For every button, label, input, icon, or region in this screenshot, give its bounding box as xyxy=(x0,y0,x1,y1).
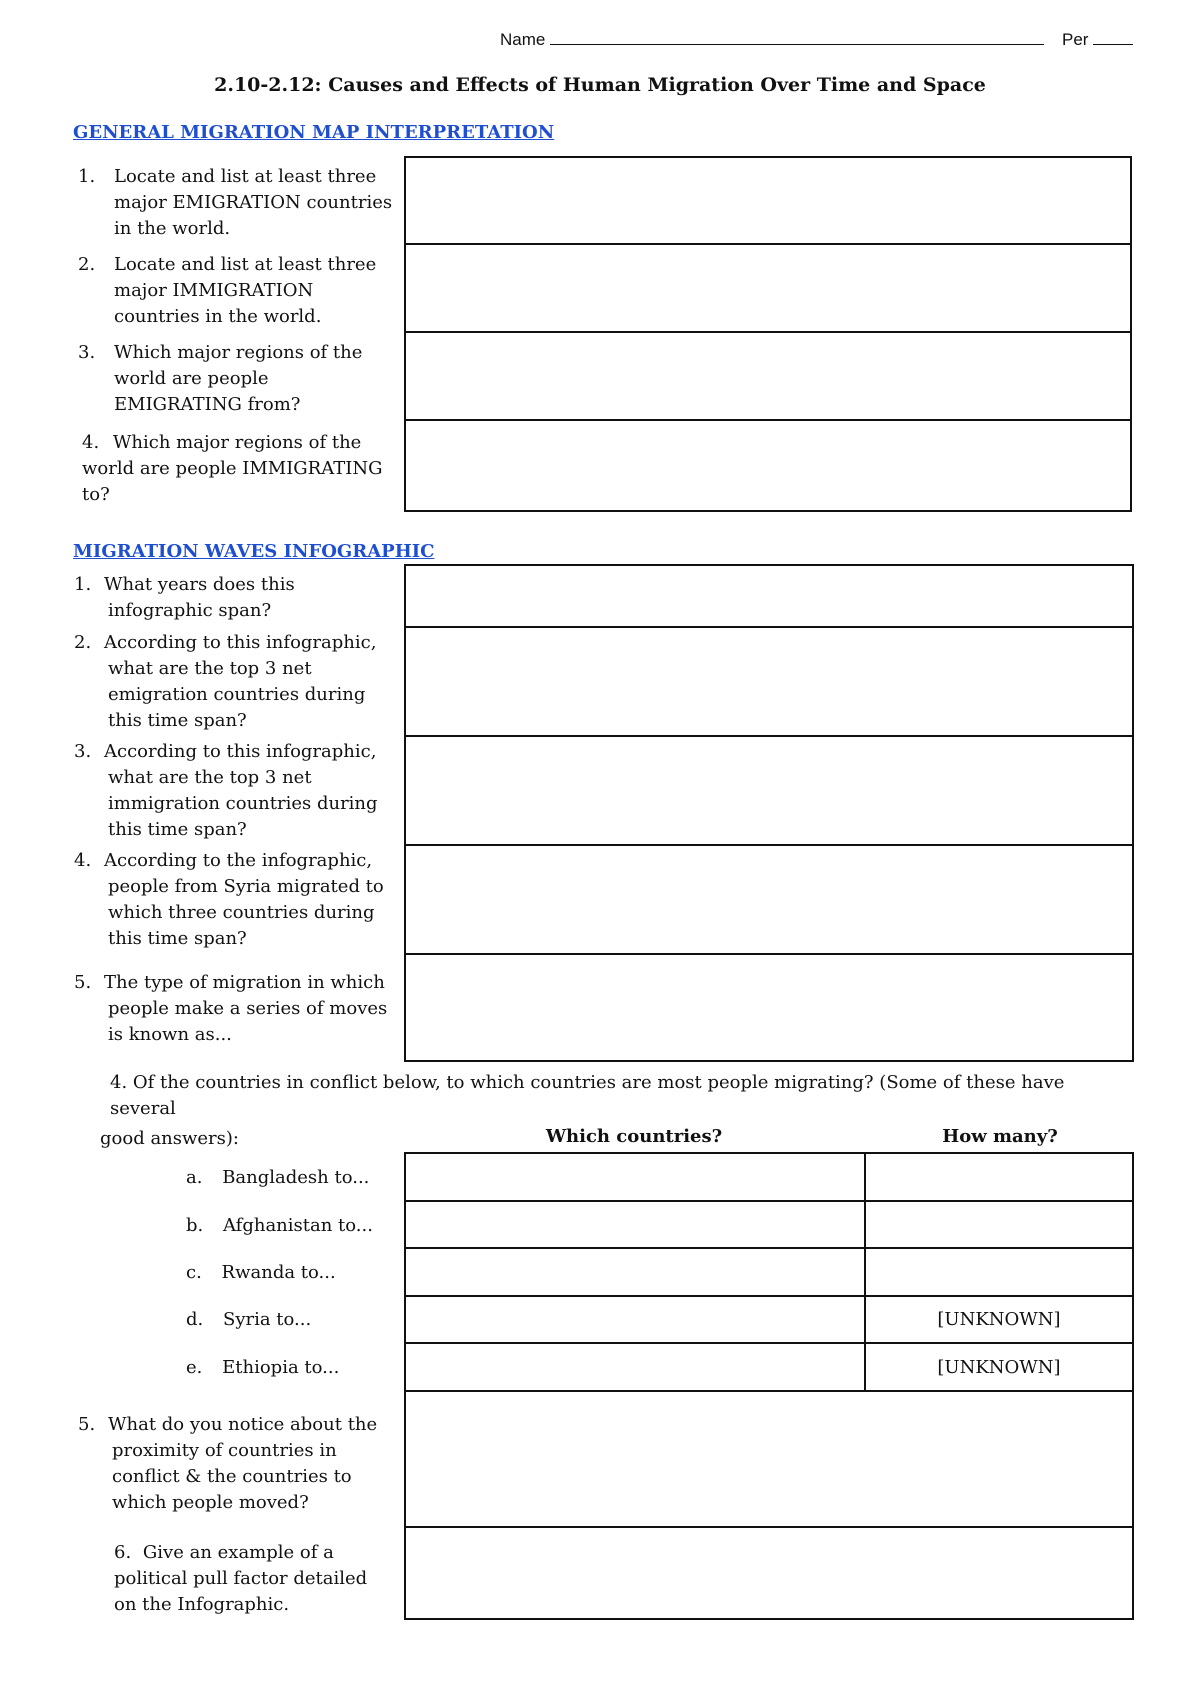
question-6-pull-factor xyxy=(114,1540,414,1618)
question-5-proximity xyxy=(78,1412,408,1516)
conflict-row-e xyxy=(186,1357,339,1378)
how-many-field-c[interactable] xyxy=(866,1249,1132,1294)
which-countries-field-c[interactable] xyxy=(406,1249,862,1294)
which-countries-field-b[interactable] xyxy=(406,1202,862,1246)
row-label: Afghanistan to... xyxy=(222,1215,373,1236)
question-1-3 xyxy=(78,340,408,418)
conflict-row-b xyxy=(186,1215,373,1236)
question-line: What do you notice about the xyxy=(108,1414,378,1435)
question-line: proximity of countries in xyxy=(112,1440,337,1461)
which-countries-field-d[interactable] xyxy=(406,1297,862,1341)
row-letter: c. xyxy=(186,1262,202,1283)
answer-field-pull-factor[interactable] xyxy=(406,1528,1132,1618)
question-2-2 xyxy=(74,630,404,734)
question-line: major IMMIGRATION xyxy=(114,280,314,301)
conflict-question xyxy=(110,1070,1150,1122)
question-line: this time span? xyxy=(108,819,247,840)
section-heading-infographic: MIGRATION WAVES INFOGRAPHIC xyxy=(73,541,435,562)
row-letter: a. xyxy=(186,1167,203,1188)
answer-field-2-5[interactable] xyxy=(404,955,1134,1060)
period-blank xyxy=(1093,30,1133,45)
column-header-which-countries: Which countries? xyxy=(545,1126,723,1147)
question-line: Locate and list at least three xyxy=(114,166,377,187)
question-line: in the world. xyxy=(114,218,231,239)
question-line: which people moved? xyxy=(112,1492,309,1513)
row-letter: d. xyxy=(186,1309,204,1330)
question-line: What years does this xyxy=(104,574,295,595)
answer-field-1-3[interactable] xyxy=(404,333,1132,419)
question-line: conflict & the countries to xyxy=(112,1466,352,1487)
question-line: people from Syria migrated to xyxy=(108,876,384,897)
row-letter: b. xyxy=(186,1215,204,1236)
question-number: 2. xyxy=(74,632,92,653)
question-line: this time span? xyxy=(108,710,247,731)
question-line: immigration countries during xyxy=(108,793,378,814)
question-line: this time span? xyxy=(108,928,247,949)
answer-field-proximity[interactable] xyxy=(406,1394,1132,1524)
question-number: 6. xyxy=(114,1542,132,1563)
answer-field-2-4[interactable] xyxy=(404,846,1134,953)
question-2-5 xyxy=(74,970,404,1048)
conflict-row-d xyxy=(186,1309,311,1330)
name-label: Name xyxy=(500,30,546,49)
question-line: political pull factor detailed xyxy=(114,1568,368,1589)
how-many-field-b[interactable] xyxy=(866,1202,1132,1246)
conflict-intro-line: good answers): xyxy=(100,1128,239,1149)
question-line: major EMIGRATION countries xyxy=(114,192,393,213)
answer-field-2-3[interactable] xyxy=(404,737,1134,844)
question-line: emigration countries during xyxy=(108,684,366,705)
question-line: people make a series of moves xyxy=(108,998,388,1019)
name-field[interactable] xyxy=(500,30,1044,50)
question-number: 1. xyxy=(78,166,96,187)
question-number: 4. xyxy=(74,850,92,871)
question-number: 5. xyxy=(78,1414,96,1435)
question-number: 3. xyxy=(74,741,92,762)
row-label: Rwanda to... xyxy=(221,1262,336,1283)
section-heading-map: GENERAL MIGRATION MAP INTERPRETATION xyxy=(73,122,555,143)
answer-field-1-2[interactable] xyxy=(404,245,1132,331)
question-1-1 xyxy=(78,164,408,242)
question-line: countries in the world. xyxy=(114,306,322,327)
question-line: Locate and list at least three xyxy=(114,254,377,275)
how-many-field-e[interactable]: [UNKNOWN] xyxy=(937,1357,1061,1378)
question-number: 2. xyxy=(78,254,96,275)
column-header-how-many: How many? xyxy=(942,1126,1058,1147)
question-line: The type of migration in which xyxy=(104,972,385,993)
how-many-field-a[interactable] xyxy=(866,1154,1132,1199)
question-line: world are people xyxy=(114,368,269,389)
conflict-intro-line: 4. Of the countries in conflict below, to which countries are most people migrating? (Some of these have xyxy=(110,1072,1065,1093)
answer-field-1-1[interactable] xyxy=(404,156,1132,243)
question-line: what are the top 3 net xyxy=(108,767,312,788)
row-label: Bangladesh to... xyxy=(222,1167,370,1188)
period-field[interactable] xyxy=(1062,30,1133,50)
conflict-row-a xyxy=(186,1167,369,1188)
question-2-3 xyxy=(74,739,404,843)
period-label: Per xyxy=(1062,30,1089,49)
question-line: is known as... xyxy=(108,1024,232,1045)
question-number: 1. xyxy=(74,574,92,595)
answer-field-2-2[interactable] xyxy=(404,628,1134,735)
question-number: 5. xyxy=(74,972,92,993)
question-line: Which major regions of the xyxy=(114,342,363,363)
page-title: 2.10-2.12: Causes and Effects of Human Migration Over Time and Space xyxy=(214,74,986,96)
question-2-1 xyxy=(74,572,404,624)
how-many-field-d[interactable]: [UNKNOWN] xyxy=(937,1309,1061,1330)
row-label: Ethiopia to... xyxy=(222,1357,340,1378)
answer-field-2-1[interactable] xyxy=(404,564,1134,626)
question-line: Which major regions of the xyxy=(112,432,362,453)
question-line: According to the infographic, xyxy=(104,850,373,871)
question-line: what are the top 3 net xyxy=(108,658,312,679)
question-line: infographic span? xyxy=(108,600,272,621)
conflict-row-c xyxy=(186,1262,336,1283)
question-line: to? xyxy=(82,484,110,505)
question-number: 4. xyxy=(82,432,100,453)
question-line: According to this infographic, xyxy=(104,741,377,762)
which-countries-field-a[interactable] xyxy=(406,1154,862,1199)
question-line: on the Infographic. xyxy=(114,1594,290,1615)
which-countries-field-e[interactable] xyxy=(406,1344,862,1390)
question-1-2 xyxy=(78,252,408,330)
question-2-4 xyxy=(74,848,404,952)
question-line: world are people IMMIGRATING xyxy=(82,458,383,479)
conflict-intro-line: several xyxy=(110,1098,176,1119)
answer-field-1-4[interactable] xyxy=(404,421,1132,510)
question-line: According to this infographic, xyxy=(104,632,377,653)
question-line: Give an example of a xyxy=(142,1542,334,1563)
question-number: 3. xyxy=(78,342,96,363)
row-letter: e. xyxy=(186,1357,203,1378)
name-blank xyxy=(550,30,1044,45)
row-label: Syria to... xyxy=(222,1309,312,1330)
question-1-4 xyxy=(82,430,402,508)
question-line: EMIGRATING from? xyxy=(114,394,301,415)
question-line: which three countries during xyxy=(108,902,375,923)
